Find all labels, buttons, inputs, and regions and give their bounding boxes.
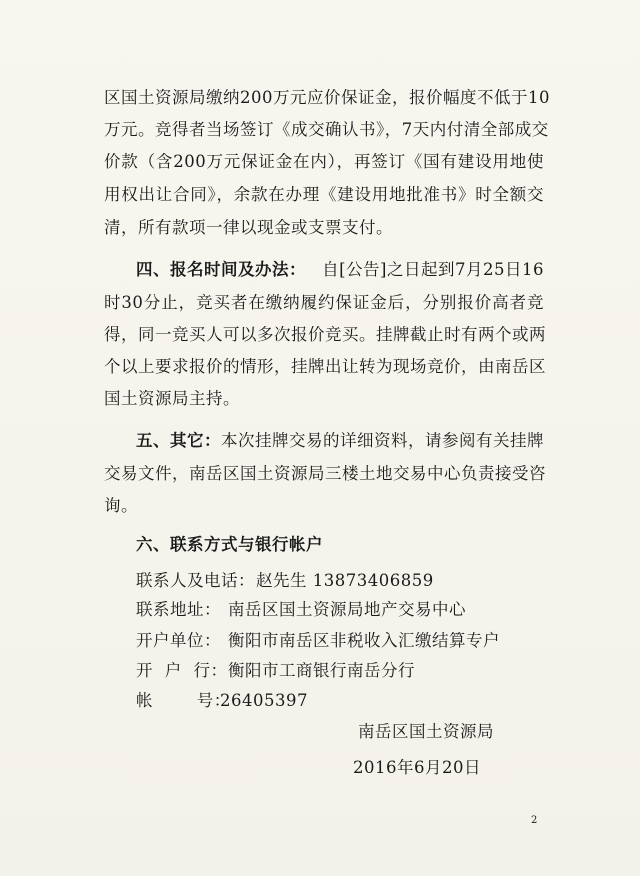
- section5-line: 交易文件，南岳区国土资源局三楼土地交易中心负责接受咨: [104, 464, 546, 483]
- contact-label: 帐 号：: [136, 691, 231, 710]
- section4-line: 国土资源局主持。: [104, 389, 240, 408]
- contact-row: [136, 661, 576, 681]
- contact-row: [136, 571, 576, 591]
- contact-value: 衡阳市南岳区非税收入汇缴结算专户: [228, 631, 500, 650]
- section4-line: 个以上要求报价的情形，挂牌出让转为现场竞价，由南岳区: [104, 357, 546, 376]
- paragraph-line: 区国土资源局缴纳200万元应价保证金，报价幅度不低于10: [104, 88, 550, 107]
- section4-first-line-text: 自[公告]之日起到7月25日16: [322, 260, 544, 279]
- contact-row: [136, 631, 576, 651]
- contact-row: [136, 600, 576, 620]
- contact-label: 开户单位：: [136, 631, 221, 650]
- section5-first-line-text: 本次挂牌交易的详细资料，请参阅有关挂牌: [221, 431, 544, 450]
- contact-label: 开 户 行：: [136, 661, 228, 680]
- contact-value: 赵先生 13873406859: [256, 571, 434, 590]
- section6-heading: 六、联系方式与银行帐户: [136, 535, 323, 554]
- contact-value: 衡阳市工商银行南岳分行: [228, 661, 415, 680]
- paragraph-line: 清，所有款项一律以现金或支票支付。: [104, 218, 393, 237]
- section5-first-line: [136, 431, 544, 451]
- section4-line: 得，同一竞买人可以多次报价竞买。挂牌截止时有两个或两: [104, 325, 546, 344]
- contact-row: [136, 691, 576, 711]
- contact-value: 南岳区国土资源局地产交易中心: [228, 600, 466, 619]
- contact-label: 联系地址：: [136, 600, 221, 619]
- signature-date: 2016年6月20日: [353, 758, 481, 777]
- contact-value: 26405397: [220, 691, 308, 710]
- section4-line: 时30分止，竞买者在缴纳履约保证金后，分别报价高者竞: [104, 293, 544, 312]
- page-number: 2: [531, 815, 538, 826]
- paragraph-line: 万元。竞得者当场签订《成交确认书》，7天内付清全部成交: [104, 120, 549, 139]
- section5-line: 询。: [104, 496, 138, 515]
- signature-org: 南岳区国土资源局: [358, 722, 494, 741]
- section4-heading: 四、报名时间及办法：: [136, 260, 306, 279]
- section5-heading: 五、其它：: [136, 431, 221, 450]
- paragraph-line: 价款（含200万元保证金在内），再签订《国有建设用地使: [104, 152, 544, 171]
- contact-label: 联系人及电话：: [136, 571, 255, 590]
- section4-first-line: [136, 260, 544, 280]
- paragraph-line: 用权出让合同》，余款在办理《建设用地批准书》时全额交: [104, 185, 544, 204]
